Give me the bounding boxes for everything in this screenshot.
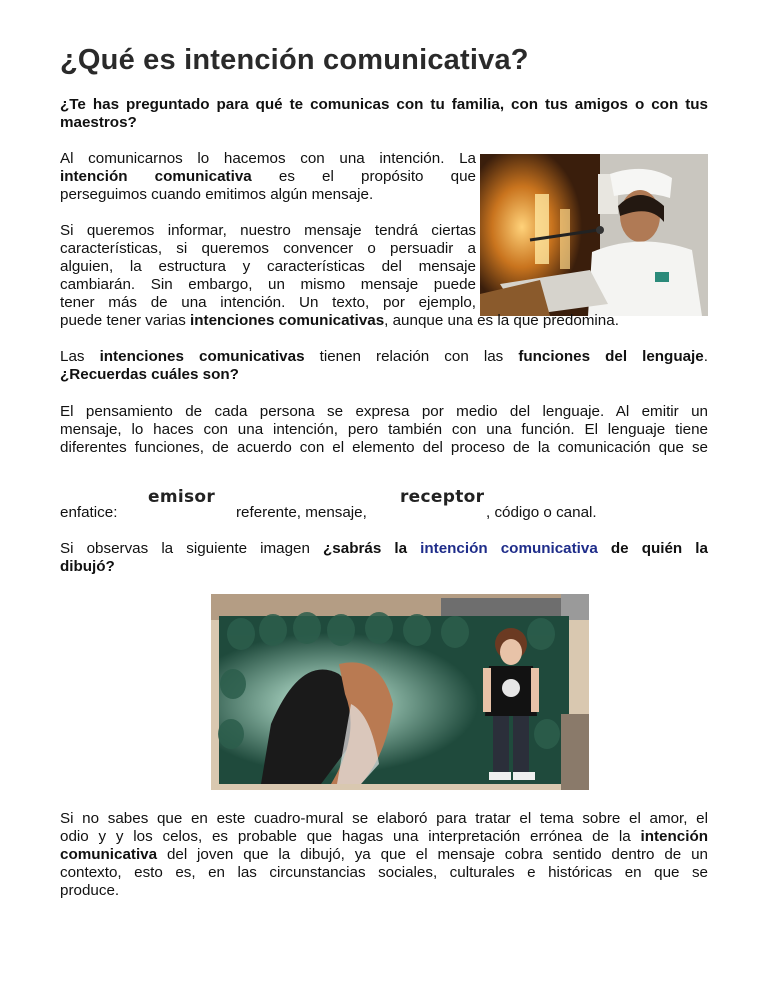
text-line: Si queremos informar, nuestro mensaje tendrá ciertas: [60, 222, 476, 239]
text-line: cambiarán. Sin embargo, un mismo mensaje puede: [60, 276, 476, 293]
text-line: [60, 168, 476, 186]
paragraph-functions-relation: [60, 348, 708, 384]
paragraph-observe-image: [60, 540, 708, 576]
nurse-photo: [480, 154, 708, 316]
text-span: Las: [60, 348, 85, 365]
text-line: tener más de una intención. Un texto, por ejemplo,: [60, 294, 476, 311]
young-man-mural-image: [211, 594, 589, 790]
paragraph-purposes-last-line: [60, 312, 720, 330]
text-line: [60, 846, 708, 864]
text-line: alguien, la estructura y características del mensaje: [60, 258, 476, 275]
text-line: contexto, esto es, en las circunstancias sociales, culturales e históricas en que se: [60, 864, 708, 881]
text-span: , aunque una es la que predomina.: [384, 312, 619, 329]
text-span: del joven que la dibujó, ya que el mensaje cobra sentido dentro de un: [166, 846, 708, 863]
functions-end-text: , código o canal.: [486, 504, 597, 521]
text-line: El pensamiento de cada persona se expresa por medio del lenguaje. Al emitir un: [60, 403, 708, 420]
mural-photo: [211, 594, 589, 790]
paragraph-intention: [60, 150, 476, 204]
text-line: [60, 828, 708, 846]
paragraph-language-functions: [60, 403, 708, 457]
text-line: diferentes funciones, de acuerdo con el elemento del proceso de la comunicación que se: [60, 439, 708, 456]
bold-term: funciones del lenguaje: [518, 348, 704, 365]
text-line: [60, 348, 708, 366]
intro-question: ¿Te has preguntado para qué te comunicas con tu familia, con tus amigos o con tus maestros?: [60, 96, 708, 131]
text-line: produce.: [60, 882, 120, 899]
receptor-word-image: receptor: [400, 487, 485, 507]
text-span: odio y y los celos, es probable que hagas una interpretación errónea de la: [60, 828, 631, 845]
text-span: Si observas la siguiente imagen: [60, 540, 310, 557]
functions-middle-text: referente, mensaje,: [236, 504, 367, 521]
text-line: características, si queremos convencer o persuadir a: [60, 240, 476, 257]
text-line: Al comunicarnos lo hacemos con una intención. La: [60, 150, 476, 167]
text-span: puede tener varias: [60, 312, 186, 329]
enfatice-label: enfatice:: [60, 504, 118, 521]
text-span: .: [703, 348, 708, 365]
bold-term: intención comunicativa: [60, 168, 252, 185]
highlighted-term: intención comunicativa: [420, 540, 598, 557]
paragraph-mural-context: [60, 810, 708, 900]
bold-text: de quién la: [610, 540, 708, 557]
text-line: mensaje, lo haces con una intención, pero también con una función. El lenguaje tiene: [60, 421, 708, 438]
recall-question: ¿Recuerdas cuáles son?: [60, 366, 239, 383]
text-line: perseguimos cuando emitimos algún mensaje.: [60, 186, 374, 203]
text-span: es el propósito que: [278, 168, 476, 185]
emisor-word-image: emisor: [148, 487, 216, 507]
bold-term: intención: [640, 828, 708, 845]
paragraph-purposes: [60, 222, 476, 312]
text-line: Si no sabes que en este cuadro-mural se elaboró para tratar el tema sobre el amor, el: [60, 810, 708, 827]
bold-text: dibujó?: [60, 558, 115, 575]
bold-term: intenciones comunicativas: [190, 312, 385, 329]
text-line: [60, 540, 708, 558]
bold-term: intenciones comunicativas: [99, 348, 305, 365]
nurse-at-podium-image: [480, 154, 708, 316]
page-title: ¿Qué es intención comunicativa?: [60, 44, 529, 76]
bold-text: ¿sabrás la: [323, 540, 408, 557]
text-span: tienen relación con las: [319, 348, 504, 365]
bold-term: comunicativa: [60, 846, 158, 863]
